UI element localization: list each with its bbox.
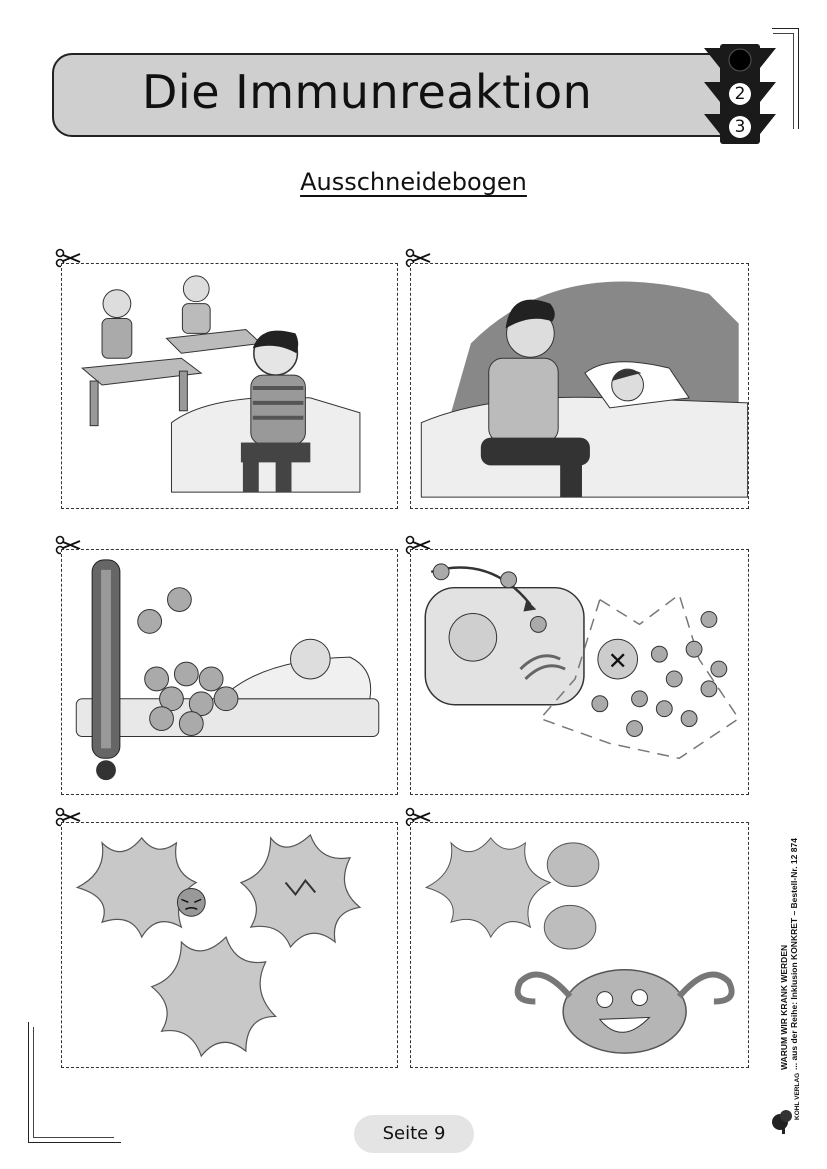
subtitle (0, 168, 827, 196)
card-mother-with-sick-child[interactable] (410, 263, 749, 509)
side-publisher-info (779, 780, 799, 1070)
page-title: Die Immunreaktion (142, 65, 593, 119)
mother-sick-child-illustration (411, 264, 748, 508)
card-fever-thermometer[interactable] (61, 549, 398, 795)
card-virus-infects-cell[interactable] (410, 549, 749, 795)
corner-frame-top-right-inner (773, 33, 794, 129)
phagocytes-illustration (62, 823, 397, 1067)
traffic-light-level-3: 3 (734, 117, 746, 137)
fever-thermometer-illustration (62, 550, 397, 794)
page-number: Seite 9 (354, 1115, 474, 1153)
card-sick-child-in-classroom[interactable] (61, 263, 398, 509)
title-banner (52, 53, 752, 137)
traffic-light-level-2: 2 (734, 84, 746, 104)
sick-child-classroom-illustration (62, 264, 397, 508)
cell-infection-illustration (411, 550, 748, 794)
antibodies-illustration (411, 823, 748, 1067)
publisher-name: KOHL VERLAG (794, 1072, 801, 1120)
traffic-light-icon (704, 42, 776, 146)
svg-text:✕: ✕ (607, 647, 628, 676)
subtitle-text: Ausschneidebogen (300, 168, 527, 196)
card-antibodies-memory-cell[interactable] (410, 822, 749, 1068)
side-series-order-number: ... aus der Reihe: Inklusion KONKRET – Bestell-Nr. 12 874 (789, 838, 799, 1070)
card-phagocytes-eat-viruses[interactable] (61, 822, 398, 1068)
side-book-title: WARUM WIR KRANK WERDEN (779, 944, 789, 1070)
